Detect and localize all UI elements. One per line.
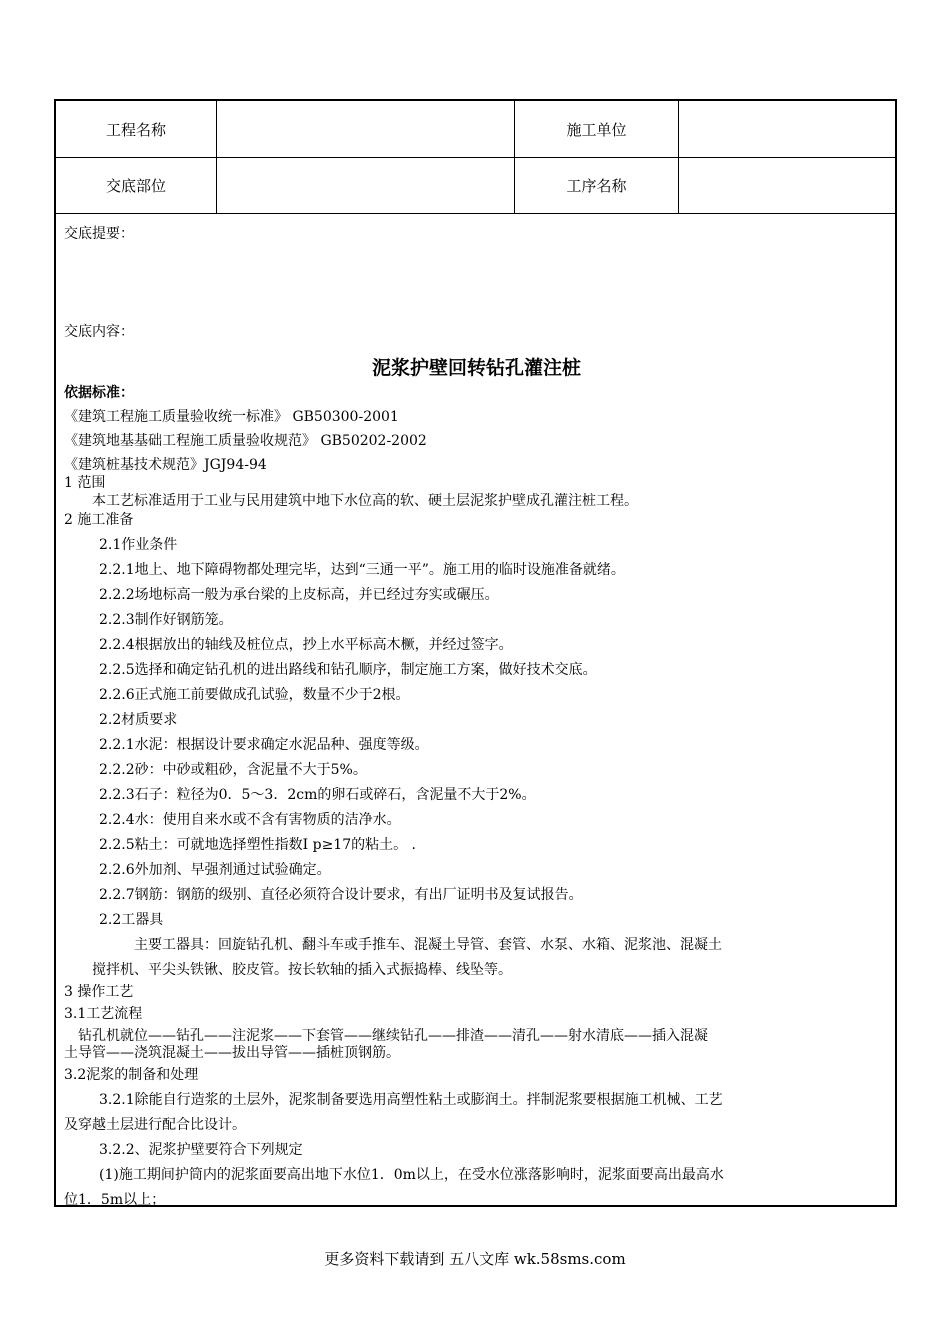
process-label: 工序名称	[515, 157, 679, 213]
item-2-2-4a: 2.2.4根据放出的轴线及桩位点，抄上水平标高木橛，并经过签字。	[99, 637, 513, 653]
item-2-2-6a: 2.2.6正式施工前要做成孔试验，数量不少于2根。	[99, 687, 410, 703]
item-2-2-4b: 2.2.4水：使用自来水或不含有害物质的洁净水。	[99, 812, 401, 828]
scope-text: 本工艺标准适用于工业与民用建筑中地下水位高的软、硬土层泥浆护壁成孔灌注桩工程。	[92, 493, 638, 509]
item-2-2-3b: 2.2.3石子：粒径为0．5～3．2cm的卵石或碎石，含泥量不大于2%。	[99, 787, 536, 803]
item-2-2-6b: 2.2.6外加剂、早强剂通过试验确定。	[99, 862, 331, 878]
doc-title: 泥浆护壁回转钻孔灌注桩	[371, 357, 581, 379]
item-3-2-1-a: 3.2.1除能自行造浆的土层外，泥浆制备要选用高塑性粘土或膨润土。拌制泥浆要根据施工机械、工艺	[99, 1092, 723, 1108]
standard-2: 《建筑地基基础工程施工质量验收规范》 GB50202-2002	[64, 433, 427, 449]
standard-1: 《建筑工程施工质量验收统一标准》 GB50300-2001	[64, 409, 399, 425]
header-row-1	[56, 101, 895, 158]
item-2-2-3a: 2.2.3制作好钢筋笼。	[99, 612, 233, 628]
rule-1-b: 位1．5m以上；	[64, 1192, 166, 1208]
section-1-heading: 1 范围	[64, 475, 106, 491]
contractor-value[interactable]	[679, 101, 895, 157]
item-2-2-2b: 2.2.2砂：中砂或粗砂，含泥量不大于5%。	[99, 762, 367, 778]
item-2-2-1a: 2.2.1地上、地下障碍物都处理完毕，达到“三通一平”。施工用的临时设施准备就绪。	[99, 562, 625, 578]
summary-label: 交底提要：	[64, 226, 134, 242]
footer-download-note: 更多资料下载请到 五八文库 wk.58sms.com	[324, 1250, 626, 1268]
item-2-2-5b: 2.2.5粘土：可就地选择塑性指数I p≥17的粘土。 .	[99, 837, 417, 853]
item-2-2-5a: 2.2.5选择和确定钻孔机的进出路线和钻孔顺序，制定施工方案，做好技术交底。	[99, 662, 597, 678]
location-value[interactable]	[217, 157, 515, 213]
form-sheet	[54, 99, 897, 1207]
header-row-2	[56, 157, 895, 214]
flow-text-2: 土导管——浇筑混凝土——拔出导管——插桩顶钢筋。	[64, 1045, 400, 1061]
subsection-materials: 2.2材质要求	[99, 712, 178, 728]
item-3-2-2: 3.2.2、泥浆护壁要符合下列规定	[99, 1142, 303, 1158]
item-2-2-2a: 2.2.2场地标高一般为承台梁的上皮标高，并已经过夯实或碾压。	[99, 587, 499, 603]
subsection-3-1: 3.1工艺流程	[64, 1006, 143, 1022]
project-name-value[interactable]	[217, 101, 515, 157]
item-2-2-1b: 2.2.1水泥：根据设计要求确定水泥品种、强度等级。	[99, 737, 429, 753]
process-value[interactable]	[679, 157, 895, 213]
section-2-heading: 2 施工准备	[64, 512, 134, 528]
contractor-label: 施工单位	[515, 101, 679, 157]
item-2-2-7b: 2.2.7钢筋：钢筋的级别、直径必须符合设计要求，有出厂证明书及复试报告。	[99, 887, 583, 903]
project-name-label: 工程名称	[56, 101, 217, 157]
tools-text-2: 搅拌机、平尖头铁锹、胶皮管。按长软轴的插入式振捣棒、线坠等。	[92, 962, 512, 978]
flow-text-1: 钻孔机就位——钻孔——注泥浆——下套管——继续钻孔——排渣——清孔——射水清底——插入混凝	[78, 1028, 708, 1044]
basis-label: 依据标准：	[64, 385, 134, 401]
rule-1-a: (1)施工期间护筒内的泥浆面要高出地下水位1．0m以上，在受水位涨落影响时，泥浆面要高出最高水	[99, 1167, 724, 1183]
content-label: 交底内容：	[64, 324, 134, 340]
subsection-2-1: 2.1作业条件	[99, 537, 178, 553]
subsection-tools: 2.2工器具	[99, 912, 164, 928]
location-label: 交底部位	[56, 157, 217, 213]
standard-3: 《建筑桩基技术规范》JGJ94-94	[64, 457, 267, 473]
tools-text-1: 主要工器具：回旋钻孔机、翻斗车或手推车、混凝土导管、套管、水泵、水箱、泥浆池、混凝土	[134, 937, 722, 953]
item-3-2-1-b: 及穿越土层进行配合比设计。	[64, 1117, 246, 1133]
section-3-heading: 3 操作工艺	[64, 984, 134, 1000]
subsection-3-2: 3.2泥浆的制备和处理	[64, 1067, 199, 1083]
